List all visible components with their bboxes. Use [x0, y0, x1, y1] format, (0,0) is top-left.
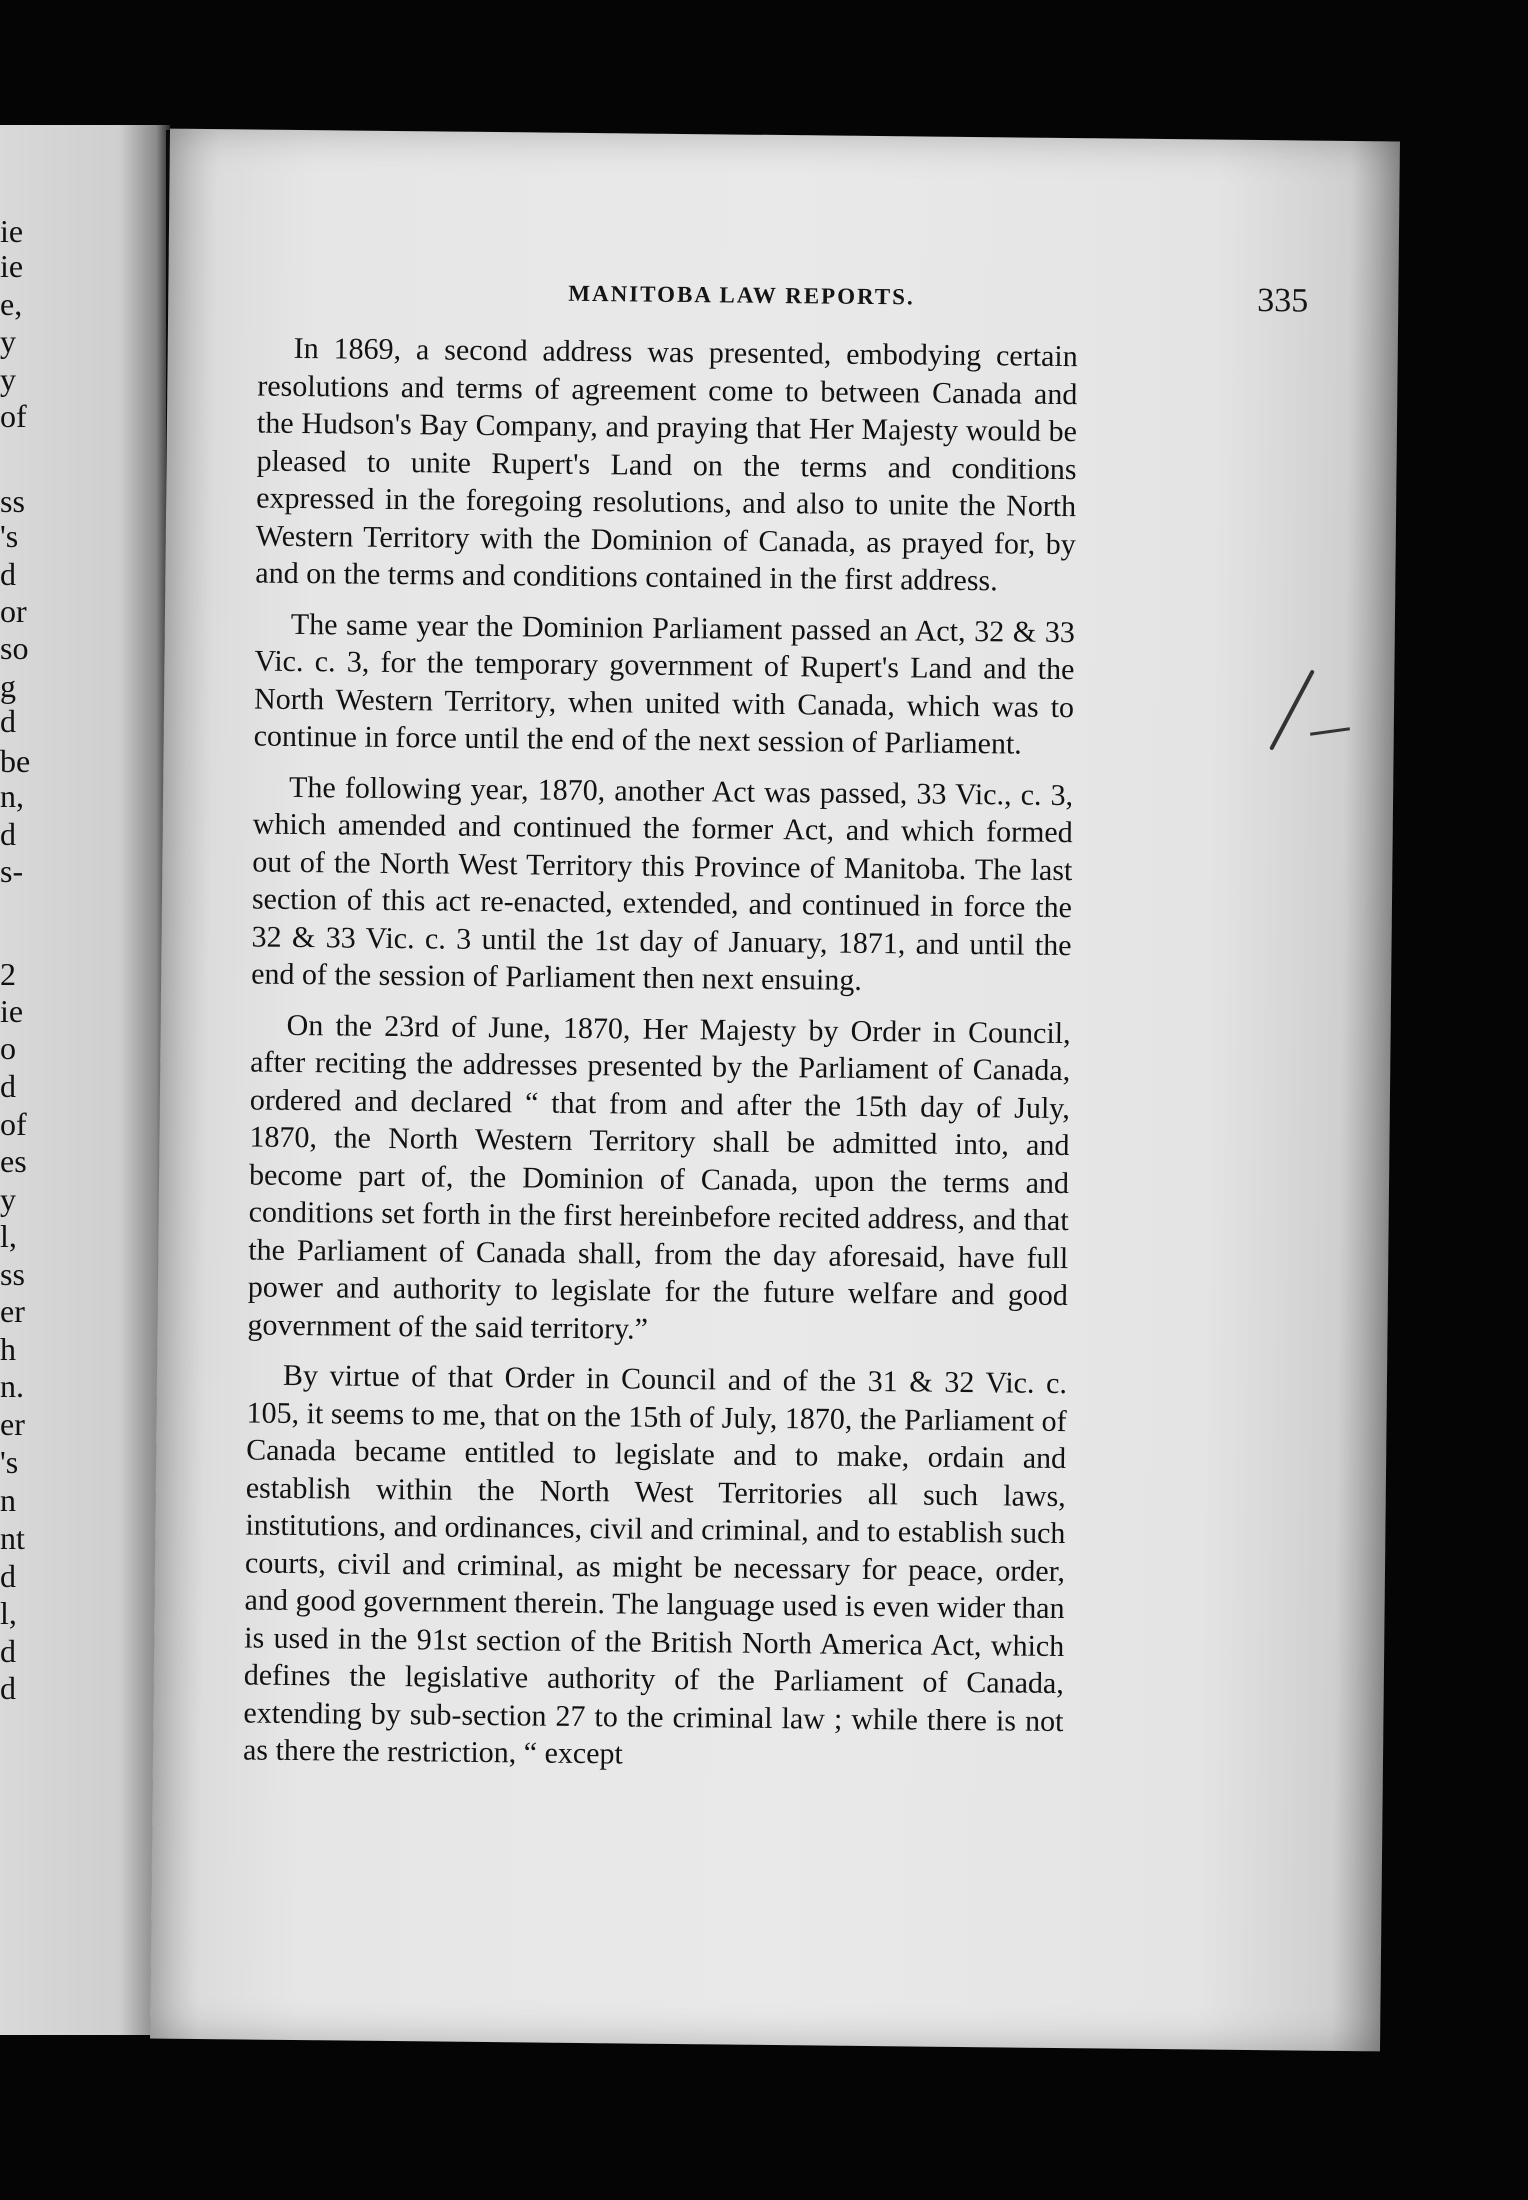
body-text: [243, 330, 1078, 1791]
page-number: 335: [1257, 282, 1309, 320]
paragraph-1: In 1869, a second address was presented, embodying certain resolutions and terms of agreement come to between Canada and the Hudson's Bay Company, and praying that Her Majesty would be pleased to unite Rupert's Land on the terms and conditions expressed in the foregoing resolutions, and also to unite the North Western Territory with the Dominion of Canada, as prayed for, by and on the terms and conditions contained in the first address.: [255, 331, 1078, 598]
facing-page-line-fragment: ss: [0, 1256, 25, 1292]
facing-page-line-fragment: l,: [0, 1218, 17, 1254]
facing-page-line-fragment: d: [0, 1068, 16, 1104]
paragraph-5: By virtue of that Order in Council and of the 31 & 32 Vic. c. 105, it seems to me, that on the 15th of July, 1870, the Parliament of Canada became entitled to legislate and to make, ordain and establish within the North West Territories all such laws, institutions, and ordinances, civil and criminal, and to establish such courts, civil and criminal, as might be necessary for peace, order, and good government therein. The language used is even wider than is used in the 91st section of the British North America Act, which defines the legislative authority of the Parliament of Canada, extending by sub-section 27 to the criminal law ; while there is not as there the restriction, “ except: [242, 1358, 1068, 1771]
facing-page-line-fragment: d: [0, 1670, 16, 1706]
facing-page-line-fragment: of: [0, 1106, 27, 1142]
facing-page-line-fragment: n: [0, 1482, 16, 1518]
paragraph-4: On the 23rd of June, 1870, Her Majesty by Order in Council, after reciting the addresses presented by the Parliament of Canada, ordered and declared “ that from and after the 15th day of July, 1870, the North Western Territory shall be admitted into, and become part of, the Dominion of Canada, upon the terms and conditions set forth in the first hereinbefore recited address, and that the Parliament of Canada shall, from the day aforesaid, have full power and authority to legislate for the future welfare and good government of the said territory.”: [247, 1008, 1071, 1346]
facing-page-line-fragment: d: [0, 703, 16, 739]
facing-page-line-fragment: y: [0, 1181, 16, 1217]
facing-page-line-fragment: of: [0, 398, 27, 434]
book-page: [150, 129, 1400, 2052]
facing-page-line-fragment: 's: [0, 1444, 19, 1480]
facing-page-line-fragment: or: [0, 593, 27, 629]
facing-page-line-fragment: d: [0, 1558, 16, 1594]
facing-page-line-fragment: l,: [0, 1595, 17, 1631]
facing-page-line-fragment: ie: [0, 248, 24, 284]
facing-page-line-fragment: o: [0, 1030, 16, 1066]
facing-page-line-fragment: s-: [0, 853, 24, 889]
paragraph-3: The following year, 1870, another Act was passed, 33 Vic., c. 3, which amended and continued the former Act, and which formed out of the North West Territory this Province of Manitoba. The last section of this act re-enacted, extended, and continued in force the 32 & 33 Vic. c. 3 until the 1st day of January, 1871, and until the end of the session of Parliament then next ensuing.: [251, 770, 1074, 997]
facing-page-line-fragment: d: [0, 556, 16, 592]
facing-page-line-fragment: es: [0, 1143, 27, 1179]
facing-page-line-fragment: so: [0, 630, 29, 666]
facing-page-line-fragment: y: [0, 361, 16, 397]
facing-page-line-fragment: be: [0, 743, 31, 779]
facing-page-line-fragment: d: [0, 816, 16, 852]
facing-page-line-fragment: er: [0, 1293, 25, 1329]
facing-page-line-fragment: ss: [0, 483, 25, 519]
facing-page-line-fragment: ie: [0, 993, 24, 1029]
facing-page-line-fragment: e,: [0, 286, 23, 322]
facing-page-line-fragment: g: [0, 668, 16, 704]
facing-page-line-fragment: n.: [0, 1368, 24, 1404]
facing-page-line-fragment: h: [0, 1331, 16, 1367]
running-head: MANITOBA LAW REPORTS.: [568, 280, 915, 310]
facing-page-line-fragment: n,: [0, 778, 24, 814]
facing-page-line-fragment: er: [0, 1406, 25, 1442]
facing-page-line-fragment: 's: [0, 518, 19, 554]
facing-page-line-fragment: 2: [0, 956, 16, 992]
paragraph-2: The same year the Dominion Parliament passed an Act, 32 & 33 Vic. c. 3, for the temporary government of Rupert's Land and the North Western Territory, when united with Canada, which was to continue in force until the end of the next session of Parliament.: [253, 607, 1075, 761]
facing-page-line-fragment: nt: [0, 1520, 25, 1556]
facing-page-fragment: [0, 125, 170, 2035]
facing-page-line-fragment: y: [0, 323, 16, 359]
page-header: [568, 275, 1308, 333]
facing-page-line-fragment: ie: [0, 213, 24, 249]
facing-page-line-fragment: d: [0, 1633, 16, 1669]
